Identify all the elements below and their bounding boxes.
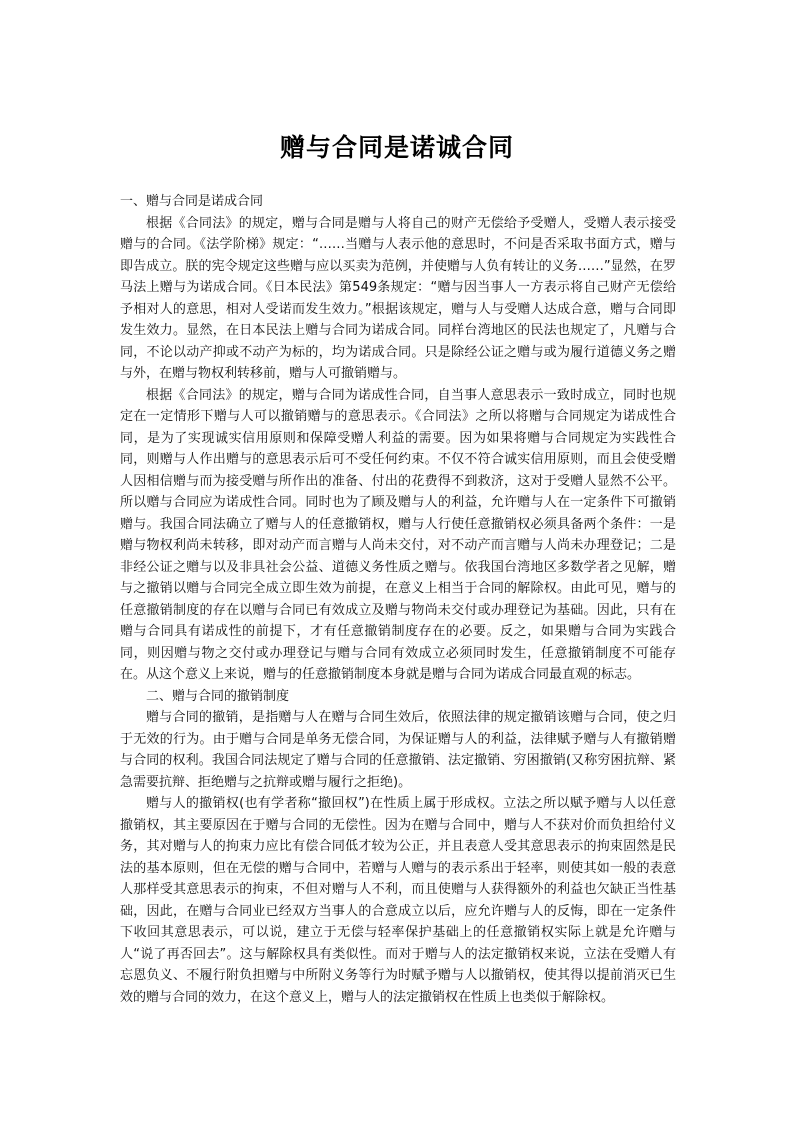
document-body — [120, 191, 676, 1008]
paragraph: 赠与合同的撤销，是指赠与人在赠与合同生效后，依照法律的规定撤销该赠与合同，使之归于无效的行为。由于赠与合同是单务无偿合同，为保证赠与人的利益，法律赋予赠与人有撤销赠与合同的权利。我国合同法规定了赠与合同的任意撤销、法定撤销、穷困撤销(又称穷困抗辩、紧急需要抗辩、拒绝赠与之抗辩或赠与履行之拒绝)。 — [120, 710, 676, 790]
section-heading-1: 一、赠与合同是诺成合同 — [120, 194, 264, 209]
paragraph: 赠与人的撤销权(也有学者称“撤回权”)在性质上属于形成权。立法之所以赋予赠与人以任意撤销权，其主要原因在于赠与合同的无偿性。因为在赠与合同中，赠与人不获对价而负担给付义务，其对赠与人的拘束力应比有偿合同低才较为公正，并且表意人受其意思表示的拘束固然是民法的基本原则，但在无偿的赠与合同中，若赠与人赠与的表示系出于轻率，则使其如一般的表意人那样受其意思表示的拘束，不但对赠与人不利，而且使赠与人获得额外的利益也欠缺正当性基础，因此，在赠与合同业已经双方当事人的合意成立以后，应允许赠与人的反悔，即在一定条件下收回其意思表示，可以说，建立于无偿与轻率保护基础上的任意撤销权实际上就是允许赠与人“说了再否回去”。这与解除权具有类似性。而对于赠与人的法定撤销权来说，立法在受赠人有忘恩负义、不履行附负担赠与中所附义务等行为时赋予赠与人以撤销权，使其得以提前消灭已生效的赠与合同的效力，在这个意义上，赠与人的法定撤销权在性质上也类似于解除权。 — [120, 796, 676, 1005]
section-heading-2: 二、赠与合同的撤销制度 — [146, 688, 290, 704]
paragraph: 根据《合同法》的规定，赠与合同为诺成性合同，自当事人意思表示一致时成立，同时也规定在一定情形下赠与人可以撤销赠与的意思表示。《合同法》之所以将赠与合同规定为诺成性合同，是为了实现诚实信用原则和保障受赠人利益的需要。因为如果将赠与合同规定为实践性合同，则赠与人作出赠与的意思表示后可不受任何约束。不仅不符合诚实信用原则，而且会使受赠人因相信赠与而为接受赠与所作出的准备、付出的花费得不到救济，这对于受赠人显然不公平。所以赠与合同应为诺成性合同。同时也为了顾及赠与人的利益，允许赠与人在一定条件下可撤销赠与。我国合同法确立了赠与人的任意撤销权，赠与人行使任意撤销权必须具备两个条件：一是赠与物权利尚未转移，即对动产而言赠与人尚未交付，对不动产而言赠与人尚未办理登记；二是非经公证之赠与以及非具社会公益、道德义务性质之赠与。依我国台湾地区多数学者之见解，赠与之撤销以赠与合同完全成立即生效为前提，在意义上相当于合同的解除权。由此可见，赠与的任意撤销制度的存在以赠与合同已有效成立及赠与物尚未交付或办理登记为基础。因此，只有在赠与合同具有诺成性的前提下，才有任意撤销制度存在的必要。反之，如果赠与合同为实践合同，则因赠与物之交付或办理登记与赠与合同有效成立必须同时发生，任意撤销制度不可能存在。从这个意义上来说，赠与的任意撤销制度本身就是赠与合同为诺成合同最直观的标志。 — [120, 387, 676, 682]
paragraph: 根据《合同法》的规定，赠与合同是赠与人将自己的财产无偿给予受赠人，受赠人表示接受赠与的合同。《法学阶梯》规定：“……当赠与人表示他的意思时，不问是否采取书面方式，赠与即告成立。朕的宪令规定这些赠与应以买卖为范例，并使赠与人负有转让的义务……”显然，在罗马法上赠与为诺成合同。《日本民法》第549条规定：“赠与因当事人一方表示将自己财产无偿给予相对人的意思，相对人受诺而发生效力。”根据该规定，赠与人与受赠人达成合意，赠与合同即发生效力。显然，在日本民法上赠与合同为诺成合同。同样台湾地区的民法也规定了，凡赠与合同，不论以动产抑或不动产为标的，均为诺成合同。只是除经公证之赠与或为履行道德义务之赠与外，在赠与物权利转移前，赠与人可撤销赠与。 — [120, 215, 676, 381]
document-title: 赠与合同是诺诚合同 — [279, 133, 514, 162]
